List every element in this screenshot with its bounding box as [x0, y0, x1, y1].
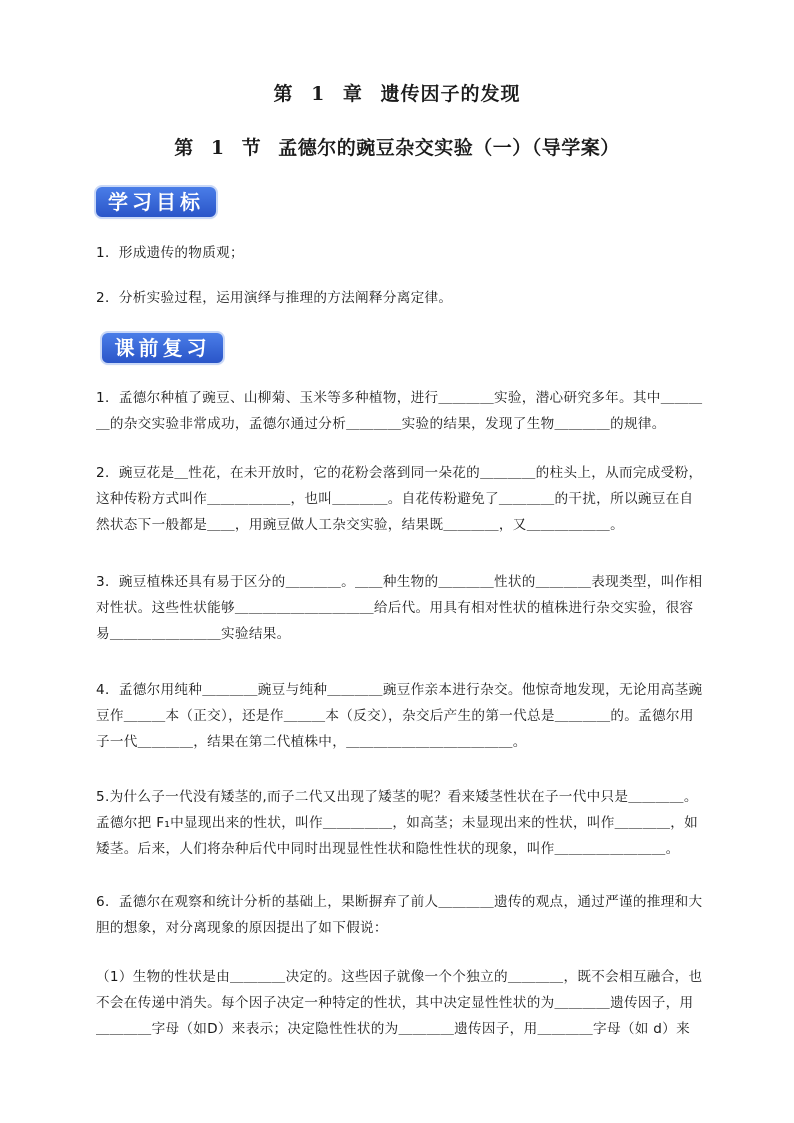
review-question: 1．孟德尔种植了豌豆、山柳菊、玉米等多种植物，进行＿＿＿＿实验，潜心研究多年。其中＿＿＿＿的杂交实验非常成功，孟德尔通过分析＿＿＿＿实验的结果，发现了生物＿＿＿＿的规律。	[96, 390, 703, 432]
section-title: 第 1 节 孟德尔的豌豆杂交实验（一）（导学案）	[174, 137, 620, 159]
goal-item: 1．形成遗传的物质观；	[96, 245, 244, 261]
review-subquestion: （1）生物的性状是由＿＿＿＿决定的。这些因子就像一个个独立的＿＿＿＿，既不会相互融合，也不会在传递中消失。每个因子决定一种特定的性状，其中决定显性性状的为＿＿＿＿遗传因子，用＿＿＿＿字母（如D）来表示；决定隐性性状的为＿＿＿＿遗传因子，用＿＿＿＿字母（如 d）来	[96, 969, 703, 1037]
review-question: 2．豌豆花是＿性花，在未开放时，它的花粉会落到同一朵花的＿＿＿＿的柱头上，从而完成受粉，这种传粉方式叫作＿＿＿＿＿＿，也叫＿＿＿＿。自花传粉避免了＿＿＿＿的干扰，所以豌豆在自然状态下一般都是＿＿，用豌豆做人工杂交实验，结果既＿＿＿＿，又＿＿＿＿＿＿。	[96, 465, 703, 533]
learning-goals-badge: 学习目标	[96, 187, 216, 217]
pre-class-review-badge: 课前复习	[102, 333, 223, 363]
goal-item: 2．分析实验过程，运用演绎与推理的方法阐释分离定律。	[96, 290, 453, 306]
review-question: 3．豌豆植株还具有易于区分的＿＿＿＿。＿＿种生物的＿＿＿＿性状的＿＿＿＿表现类型，叫作相对性状。这些性状能够＿＿＿＿＿＿＿＿＿＿给后代。用具有相对性状的植株进行杂交实验，很容易＿＿＿＿＿＿＿＿实验结果。	[96, 574, 703, 642]
review-question: 4．孟德尔用纯种＿＿＿＿豌豆与纯种＿＿＿＿豌豆作亲本进行杂交。他惊奇地发现，无论用高茎豌豆作＿＿＿本（正交），还是作＿＿＿本（反交），杂交后产生的第一代总是＿＿＿＿的。孟德尔用子一代＿＿＿＿，结果在第二代植株中，＿＿＿＿＿＿＿＿＿＿＿＿。	[96, 682, 703, 750]
chapter-title: 第 1 章 遗传因子的发现	[273, 83, 521, 105]
review-question: 5.为什么子一代没有矮茎的,而子二代又出现了矮茎的呢？看来矮茎性状在子一代中只是＿＿＿＿。孟德尔把 F₁中显现出来的性状，叫作＿＿＿＿＿，如高茎；未显现出来的性状，叫作＿＿＿＿，如矮茎。后来，人们将杂种后代中同时出现显性性状和隐性性状的现象，叫作＿＿＿＿＿＿＿＿。	[96, 789, 699, 857]
review-question: 6．孟德尔在观察和统计分析的基础上，果断摒弃了前人＿＿＿＿遗传的观点，通过严谨的推理和大胆的想象，对分离现象的原因提出了如下假说：	[96, 894, 703, 936]
